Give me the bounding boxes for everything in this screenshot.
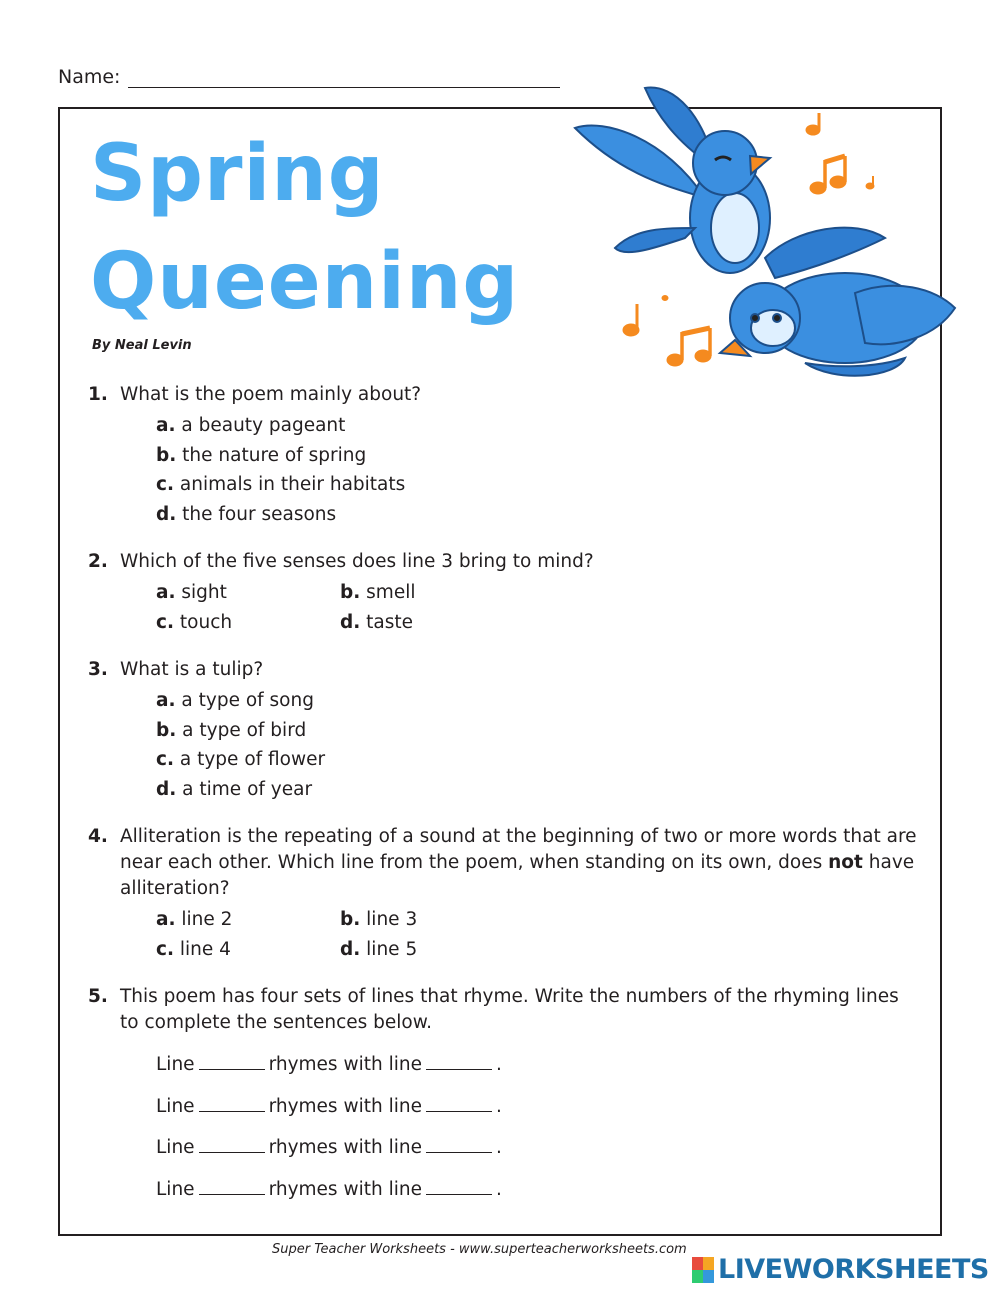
option-text: sight	[181, 582, 227, 603]
question-text	[120, 824, 920, 902]
answer-option[interactable]	[340, 608, 540, 638]
option-letter: d.	[340, 611, 361, 633]
option-text: a time of year	[182, 778, 313, 800]
fill-text: rhymes with line	[268, 1054, 422, 1075]
fill-text: rhymes with line	[268, 1137, 422, 1158]
fill-text: Line	[156, 1096, 195, 1117]
answer-blank[interactable]	[426, 1177, 492, 1195]
answer-option[interactable]	[156, 470, 920, 500]
fill-text: Line	[156, 1054, 195, 1075]
liveworksheets-wordmark: LIVEWORKSHEETS	[718, 1254, 989, 1285]
answer-blank[interactable]	[199, 1094, 265, 1112]
question-4	[88, 824, 920, 964]
option-letter: c.	[156, 749, 174, 770]
option-letter: d.	[156, 778, 177, 800]
option-letter: b.	[340, 909, 361, 930]
liveworksheets-logo	[692, 1254, 989, 1285]
question-1	[88, 382, 920, 529]
question-text: Which of the five senses does line 3 bring to mind?	[120, 551, 594, 572]
fill-text: .	[495, 1137, 502, 1158]
question-number: 4.	[88, 826, 108, 847]
option-letter: a.	[156, 690, 176, 711]
fill-text: Line	[156, 1137, 195, 1158]
title-line-2: Queening	[90, 237, 520, 327]
option-letter: a.	[156, 415, 176, 436]
option-text: line 4	[179, 938, 231, 960]
option-letter: c.	[156, 611, 174, 633]
option-text: smell	[366, 582, 416, 603]
question-text: What is a tulip?	[120, 659, 264, 680]
answer-option[interactable]	[156, 775, 920, 805]
answer-option[interactable]	[156, 716, 920, 746]
answer-blank[interactable]	[199, 1052, 265, 1070]
question-number: 3.	[88, 659, 108, 680]
question-number: 5.	[88, 986, 108, 1007]
rhyme-sentence-4	[156, 1177, 502, 1203]
answer-blank[interactable]	[426, 1052, 492, 1070]
option-letter: c.	[156, 938, 174, 960]
rhyme-sentence-3	[156, 1135, 502, 1161]
option-text: a beauty pageant	[181, 415, 346, 436]
option-letter: b.	[156, 719, 177, 741]
option-letter: d.	[340, 938, 361, 960]
option-text: a type of flower	[179, 749, 326, 770]
answer-option[interactable]	[156, 578, 340, 608]
answer-option[interactable]	[340, 578, 540, 608]
bird-icon	[575, 88, 770, 273]
option-letter: b.	[156, 444, 177, 466]
option-text: a type of bird	[182, 719, 307, 741]
answer-option[interactable]	[340, 935, 540, 965]
question-5	[88, 984, 920, 1036]
footer-credit: Super Teacher Worksheets - www.superteacherworksheets.com	[272, 1242, 687, 1257]
answer-blank[interactable]	[199, 1177, 265, 1195]
option-text: line 2	[181, 909, 233, 930]
question-2	[88, 549, 920, 637]
answer-blank[interactable]	[426, 1135, 492, 1153]
answer-option[interactable]	[340, 905, 540, 935]
singing-birds-illustration	[565, 78, 965, 398]
question-text-part: Alliteration is the repeating of a sound at the beginning of two or more words that are near each other. Which line from the poem, when standing on its own, does	[120, 826, 917, 873]
question-text-emphasis: not	[828, 852, 863, 873]
option-text: line 5	[366, 938, 418, 960]
option-text: touch	[179, 611, 233, 633]
option-letter: b.	[340, 582, 361, 603]
page-title	[90, 120, 519, 336]
option-text: taste	[366, 611, 414, 633]
rhyme-sentence-2	[156, 1094, 502, 1120]
option-text: the four seasons	[182, 503, 337, 525]
option-text: animals in their habitats	[179, 474, 406, 495]
option-letter: c.	[156, 474, 174, 495]
answer-option[interactable]	[156, 905, 340, 935]
fill-text: Line	[156, 1179, 195, 1200]
answer-option[interactable]	[156, 686, 920, 716]
byline: By Neal Levin	[92, 338, 192, 353]
answer-blank[interactable]	[426, 1094, 492, 1112]
question-number: 2.	[88, 551, 108, 572]
question-text: What is the poem mainly about?	[120, 384, 422, 405]
option-text: a type of song	[181, 690, 314, 711]
question-3	[88, 657, 920, 804]
question-text: This poem has four sets of lines that rhyme. Write the numbers of the rhyming lines to complete the sentences below.	[120, 986, 899, 1033]
rhyme-sentence-1	[156, 1052, 502, 1078]
question-text-part: have alliteration?	[120, 852, 915, 899]
answer-option[interactable]	[156, 935, 340, 965]
answer-option[interactable]	[156, 745, 920, 775]
fill-text: rhymes with line	[268, 1096, 422, 1117]
fill-text: .	[495, 1054, 502, 1075]
fill-text: .	[495, 1179, 502, 1200]
fill-text: .	[495, 1096, 502, 1117]
name-field	[58, 66, 560, 88]
question-number: 1.	[88, 384, 108, 405]
fill-text: rhymes with line	[268, 1179, 422, 1200]
name-blank[interactable]	[128, 68, 560, 88]
answer-blank[interactable]	[199, 1135, 265, 1153]
option-text: line 3	[366, 909, 418, 930]
option-letter: a.	[156, 909, 176, 930]
title-line-1: Spring	[90, 129, 385, 219]
answer-option[interactable]	[156, 441, 920, 471]
option-letter: a.	[156, 582, 176, 603]
option-text: the nature of spring	[182, 444, 367, 466]
name-label: Name:	[58, 66, 121, 88]
answer-option[interactable]	[156, 608, 340, 638]
answer-option[interactable]	[156, 411, 920, 441]
option-letter: d.	[156, 503, 177, 525]
answer-option[interactable]	[156, 500, 920, 530]
liveworksheets-icon	[692, 1257, 714, 1283]
